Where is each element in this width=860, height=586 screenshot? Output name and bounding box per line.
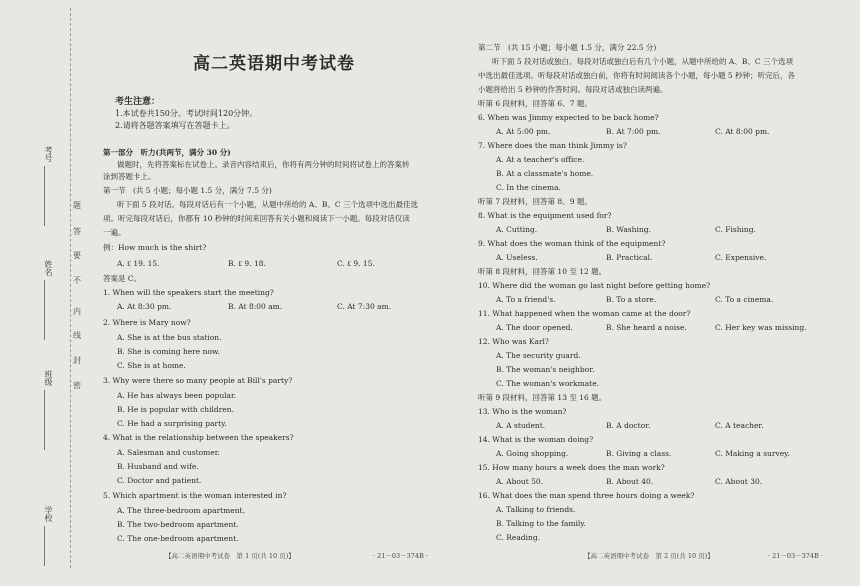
seal-char: 密 <box>73 381 81 390</box>
question-6: 6. When was Jimmy expected to be back home? <box>478 113 659 122</box>
question-4: 4. What is the relationship between the speakers? <box>103 433 294 442</box>
option: B. Husband and wife. <box>117 462 199 471</box>
question-16: 16. What does the man spend three hours doing a week? <box>478 491 695 500</box>
page-code: · 21－03－374B · <box>768 552 823 560</box>
option: A. Salesman and customer. <box>117 448 220 457</box>
page-1 <box>103 0 445 586</box>
option: B. A doctor. <box>606 421 651 430</box>
material-instruction: 听第 7 段材料，回答第 8、9 题。 <box>478 197 592 206</box>
material-instruction: 听第 9 段材料，回答第 13 至 16 题。 <box>478 393 607 402</box>
option: C. He had a surprising party. <box>117 419 227 428</box>
question-8: 8. What is the equipment used for? <box>478 211 612 220</box>
part1-intro-line: 涂到答题卡上。 <box>103 172 156 181</box>
section2-intro-line: 小题将给出 5 秒钟的作答时间。每段对话或独白读两遍。 <box>478 85 668 94</box>
option: A. At 8:30 pm. <box>117 302 172 311</box>
option: B. Washing. <box>606 225 651 234</box>
option: C. The woman's workmate. <box>496 379 600 388</box>
question-7: 7. Where does the man think Jimmy is? <box>478 141 627 150</box>
page-footer: 【高二英语期中考试卷 第 1 页(共 10 页)】 <box>165 552 295 560</box>
class-label: 班级 <box>44 370 53 386</box>
option: C. A teacher. <box>715 421 764 430</box>
seal-char: 要 <box>73 251 81 260</box>
section1-intro-line: 听下面 5 段对话。每段对话后有一个小题，从题中所给的 A、B、C 三个选项中选出最佳选 <box>117 200 418 209</box>
seal-char: 封 <box>73 356 81 365</box>
class-line <box>44 390 45 450</box>
page-footer: 【高二英语期中考试卷 第 2 页(共 10 页)】 <box>584 552 714 560</box>
option: C. At 8:00 pm. <box>715 127 770 136</box>
option: B. She heard a noise. <box>606 323 687 332</box>
question-12: 12. Who was Karl? <box>478 337 549 346</box>
section2-intro-line: 听下面 5 段对话或独白。每段对话或独白后有几个小题，从题中所给的 A、B、C 三个选项 <box>492 57 793 66</box>
material-instruction: 听第 6 段材料，回答第 6、7 题。 <box>478 99 592 108</box>
section2-heading: 第二节 (共 15 小题；每小题 1.5 分，满分 22.5 分) <box>478 43 657 52</box>
example-answer: 答案是 C。 <box>103 274 142 283</box>
option: B. Talking to the family. <box>496 519 586 528</box>
option: B. To a store. <box>606 295 657 304</box>
notice-item: 2.请将各题答案填写在答题卡上。 <box>115 121 235 130</box>
example-option: B. ₤ 9. 18. <box>228 259 266 268</box>
question-11: 11. What happened when the woman came at the door? <box>478 309 691 318</box>
option: A. The security guard. <box>496 351 581 360</box>
name-label: 姓名 <box>44 260 53 276</box>
option: C. Expensive. <box>715 253 767 262</box>
option: A. Talking to friends. <box>496 505 576 514</box>
notice-block <box>115 96 257 132</box>
question-15: 15. How many hours a week does the man work? <box>478 463 665 472</box>
option: C. The one-bedroom apartment. <box>117 534 239 543</box>
seal-char: 不 <box>73 276 81 285</box>
option: B. She is coming here now. <box>117 347 220 356</box>
section2-intro-line: 中选出最佳选项。听每段对话或独白前，你将有时间阅读各个小题，每小题 5 秒钟；听完后，各 <box>478 71 796 80</box>
option: B. Giving a class. <box>606 449 672 458</box>
section1-intro-line: 项。听完每段对话后，你都有 10 秒钟的时间来回答有关小题和阅读下一小题。每段对话仅读 <box>103 214 410 223</box>
option: C. Reading. <box>496 533 541 542</box>
seal-char: 题 <box>73 201 81 210</box>
question-5: 5. Which apartment is the woman interested in? <box>103 491 287 500</box>
seal-char: 内 <box>73 307 81 316</box>
option: C. At 7:30 am. <box>337 302 392 311</box>
option: B. The woman's neighbor. <box>496 365 595 374</box>
page-2 <box>478 0 823 586</box>
option: A. About 50. <box>496 477 544 486</box>
option: C. She is at home. <box>117 361 186 370</box>
question-14: 14. What is the woman doing? <box>478 435 594 444</box>
option: B. At 7:00 pm. <box>606 127 661 136</box>
seal-char: 线 <box>73 331 81 340</box>
seal-char: 答 <box>73 227 81 236</box>
option: C. Her key was missing. <box>715 323 807 332</box>
option: B. He is popular with children. <box>117 405 234 414</box>
exam-no-label: 考号 <box>44 146 53 162</box>
option: C. Making a survey. <box>715 449 790 458</box>
school-label: 学校 <box>44 506 53 522</box>
example-question: 例：How much is the shirt? <box>103 243 207 252</box>
question-10: 10. Where did the woman go last night before getting home? <box>478 281 711 290</box>
option: A. To a friend's. <box>496 295 556 304</box>
question-3: 3. Why were there so many people at Bill's party? <box>103 376 293 385</box>
exam-title: 高二英语期中考试卷 <box>193 54 355 74</box>
section1-intro-line: 一遍。 <box>103 228 126 237</box>
option: B. The two-bedroom apartment. <box>117 520 239 529</box>
page-code: · 21－03－374B · <box>373 552 428 560</box>
part1-heading: 第一部分 听力(共两节，满分 30 分) <box>103 148 231 157</box>
option: A. Going shopping. <box>496 449 569 458</box>
option: A. The three-bedroom apartment. <box>117 506 245 515</box>
notice-item: 1.本试卷共150分。考试时间120分钟。 <box>115 109 258 118</box>
question-1: 1. When will the speakers start the meeting? <box>103 288 274 297</box>
question-9: 9. What does the woman think of the equipment? <box>478 239 666 248</box>
option: B. At a classmate's home. <box>496 169 594 178</box>
option: A. At a teacher's office. <box>496 155 585 164</box>
option: B. About 40. <box>606 477 654 486</box>
option: C. Doctor and patient. <box>117 476 202 485</box>
option: B. Practical. <box>606 253 653 262</box>
option: A. A student. <box>496 421 546 430</box>
option: C. To a cinema. <box>715 295 774 304</box>
exam-no-line <box>44 166 45 226</box>
name-line <box>44 280 45 340</box>
binding-dashed-line <box>70 8 71 568</box>
part1-intro-line: 做题时，先将答案标在试卷上。录音内容结束后，你将有两分钟的时间将试卷上的答案转 <box>117 160 410 169</box>
school-line <box>44 526 45 566</box>
example-option: A. ₤ 19. 15. <box>117 259 160 268</box>
option: A. The door opened. <box>496 323 573 332</box>
option: A. He has always been popular. <box>117 391 237 400</box>
question-13: 13. Who is the woman? <box>478 407 567 416</box>
option: C. About 30. <box>715 477 763 486</box>
example-option: C. ₤ 9. 15. <box>337 259 375 268</box>
option: C. In the cinema. <box>496 183 561 192</box>
section1-heading: 第一节 (共 5 小题；每小题 1.5 分，满分 7.5 分) <box>103 186 272 195</box>
binding-margin <box>0 0 90 586</box>
notice-title: 考生注意： <box>115 97 161 107</box>
option: C. Fishing. <box>715 225 756 234</box>
question-2: 2. Where is Mary now? <box>103 318 191 327</box>
option: B. At 8:00 am. <box>228 302 283 311</box>
option: A. At 5:00 pm. <box>496 127 551 136</box>
option: A. Useless. <box>496 253 538 262</box>
option: A. She is at the bus station. <box>117 333 222 342</box>
option: A. Cutting. <box>496 225 538 234</box>
material-instruction: 听第 8 段材料，回答第 10 至 12 题。 <box>478 267 607 276</box>
